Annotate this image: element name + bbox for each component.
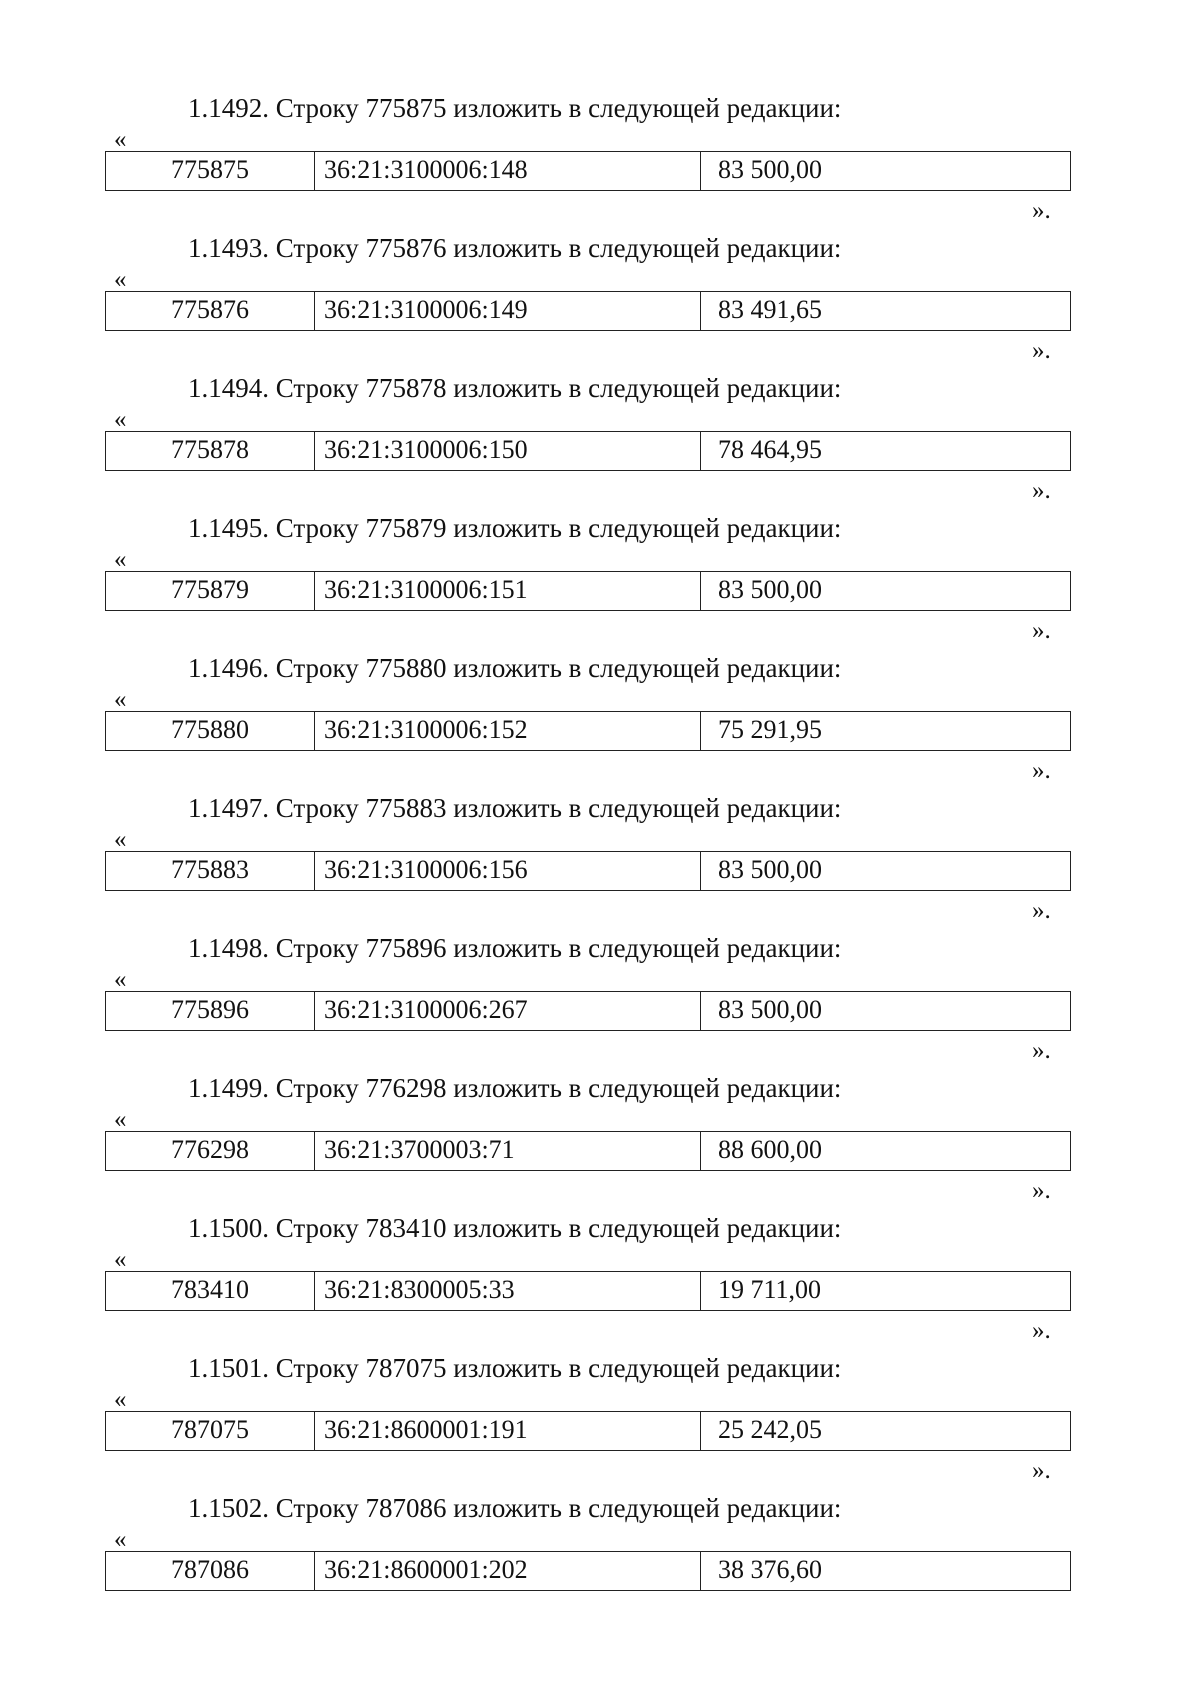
closing-quote: ». <box>1032 197 1051 224</box>
amendment-heading: 1.1499. Строку 776298 изложить в следующей редакции: <box>188 1073 842 1103</box>
closing-quote: ». <box>1032 337 1051 364</box>
opening-quote: « <box>114 1526 127 1553</box>
cadastral-number-cell: 36:21:3100006:152 <box>315 712 701 750</box>
amendment-entry <box>0 1213 1200 1353</box>
amendment-heading: 1.1500. Строку 783410 изложить в следующей редакции: <box>188 1213 842 1243</box>
replacement-row <box>105 571 1071 611</box>
opening-quote: « <box>114 546 127 573</box>
row-number-cell: 775875 <box>106 152 315 190</box>
value-cell: 83 491,65 <box>718 295 822 324</box>
replacement-row <box>105 1271 1071 1311</box>
cadastral-number-cell: 36:21:3100006:148 <box>315 152 701 190</box>
row-number-cell: 783410 <box>106 1272 315 1310</box>
row-number-cell: 775896 <box>106 992 315 1030</box>
cadastral-number-cell: 36:21:8600001:191 <box>315 1412 701 1450</box>
value-cell: 25 242,05 <box>718 1415 822 1444</box>
amendment-entry <box>0 1073 1200 1213</box>
value-cell: 83 500,00 <box>718 995 822 1024</box>
closing-quote: ». <box>1032 897 1051 924</box>
value-cell: 38 376,60 <box>718 1555 822 1584</box>
amendment-entry <box>0 793 1200 933</box>
replacement-row <box>105 1551 1071 1591</box>
replacement-row <box>105 991 1071 1031</box>
opening-quote: « <box>114 266 127 293</box>
cadastral-number-cell: 36:21:8300005:33 <box>315 1272 701 1310</box>
row-number-cell: 775879 <box>106 572 315 610</box>
row-number-cell: 776298 <box>106 1132 315 1170</box>
cadastral-number-cell: 36:21:3100006:151 <box>315 572 701 610</box>
amendment-entry <box>0 1353 1200 1493</box>
amendment-heading: 1.1502. Строку 787086 изложить в следующей редакции: <box>188 1493 842 1523</box>
amendment-heading: 1.1498. Строку 775896 изложить в следующей редакции: <box>188 933 842 963</box>
cadastral-number-cell: 36:21:3100006:267 <box>315 992 701 1030</box>
cadastral-number-cell: 36:21:8600001:202 <box>315 1552 701 1590</box>
row-number-cell: 775878 <box>106 432 315 470</box>
opening-quote: « <box>114 1106 127 1133</box>
cadastral-number-cell: 36:21:3100006:150 <box>315 432 701 470</box>
opening-quote: « <box>114 966 127 993</box>
opening-quote: « <box>114 686 127 713</box>
cadastral-number-cell: 36:21:3100006:156 <box>315 852 701 890</box>
closing-quote: ». <box>1032 1177 1051 1204</box>
amendment-entry <box>0 513 1200 653</box>
replacement-row <box>105 851 1071 891</box>
amendment-heading: 1.1501. Строку 787075 изложить в следующей редакции: <box>188 1353 842 1383</box>
replacement-row <box>105 151 1071 191</box>
closing-quote: ». <box>1032 757 1051 784</box>
amendment-heading: 1.1496. Строку 775880 изложить в следующей редакции: <box>188 653 842 683</box>
value-cell: 19 711,00 <box>718 1275 822 1304</box>
closing-quote: ». <box>1032 477 1051 504</box>
cadastral-number-cell: 36:21:3100006:149 <box>315 292 701 330</box>
value-cell: 83 500,00 <box>718 155 822 184</box>
opening-quote: « <box>114 826 127 853</box>
value-cell: 83 500,00 <box>718 575 822 604</box>
closing-quote: ». <box>1032 1037 1051 1064</box>
row-number-cell: 787075 <box>106 1412 315 1450</box>
value-cell: 78 464,95 <box>718 435 822 464</box>
replacement-row <box>105 431 1071 471</box>
replacement-row <box>105 1131 1071 1171</box>
cadastral-number-cell: 36:21:3700003:71 <box>315 1132 701 1170</box>
closing-quote: ». <box>1032 1317 1051 1344</box>
amendment-entry <box>0 233 1200 373</box>
amendment-entry <box>0 373 1200 513</box>
value-cell: 83 500,00 <box>718 855 822 884</box>
amendment-entry <box>0 1493 1200 1633</box>
amendment-heading: 1.1494. Строку 775878 изложить в следующей редакции: <box>188 373 842 403</box>
opening-quote: « <box>114 126 127 153</box>
amendment-entry <box>0 93 1200 233</box>
row-number-cell: 775883 <box>106 852 315 890</box>
amendment-entry <box>0 653 1200 793</box>
amendment-heading: 1.1492. Строку 775875 изложить в следующей редакции: <box>188 93 842 123</box>
row-number-cell: 787086 <box>106 1552 315 1590</box>
replacement-row <box>105 291 1071 331</box>
amendment-heading: 1.1497. Строку 775883 изложить в следующей редакции: <box>188 793 842 823</box>
closing-quote: ». <box>1032 1457 1051 1484</box>
value-cell: 88 600,00 <box>718 1135 822 1164</box>
replacement-row <box>105 711 1071 751</box>
value-cell: 75 291,95 <box>718 715 822 744</box>
opening-quote: « <box>114 406 127 433</box>
replacement-row <box>105 1411 1071 1451</box>
opening-quote: « <box>114 1386 127 1413</box>
row-number-cell: 775876 <box>106 292 315 330</box>
amendment-heading: 1.1493. Строку 775876 изложить в следующей редакции: <box>188 233 842 263</box>
opening-quote: « <box>114 1246 127 1273</box>
closing-quote: ». <box>1032 617 1051 644</box>
amendment-entry <box>0 933 1200 1073</box>
amendment-heading: 1.1495. Строку 775879 изложить в следующей редакции: <box>188 513 842 543</box>
row-number-cell: 775880 <box>106 712 315 750</box>
